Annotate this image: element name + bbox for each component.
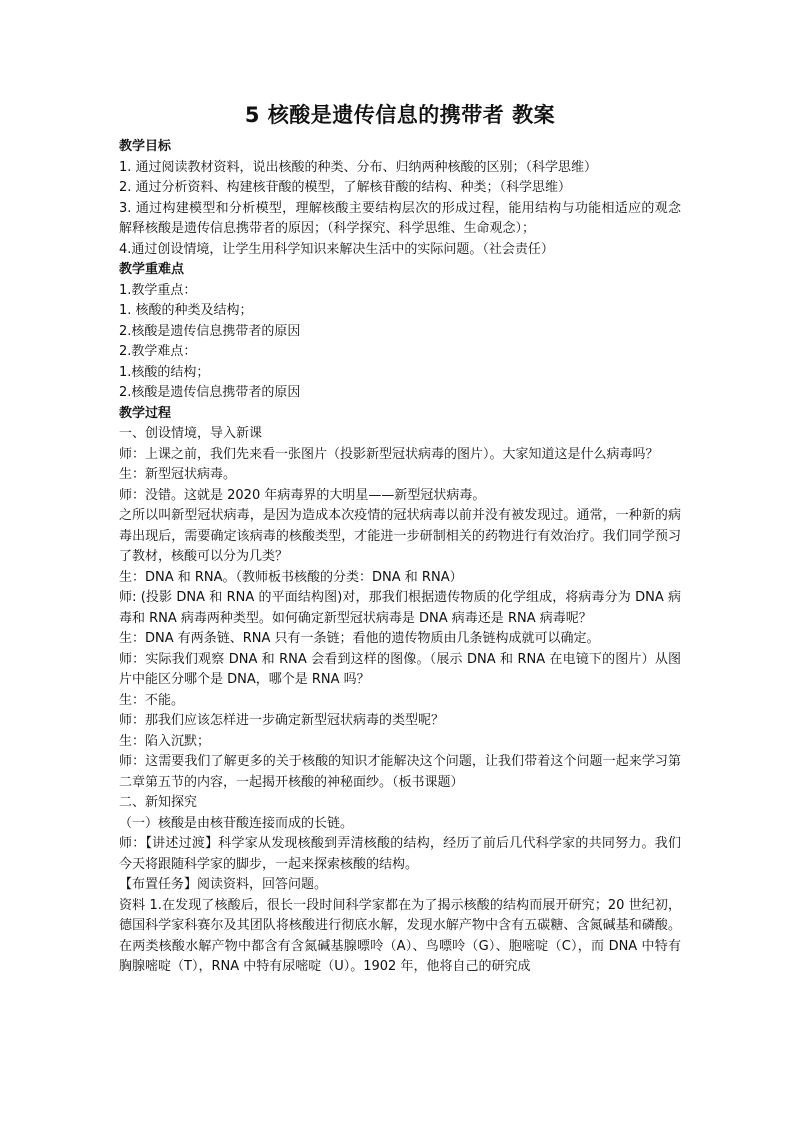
dialogue-line: 师：上课之前，我们先来看一张图片（投影新型冠状病毒的图片）。大家知道这是什么病毒吗？ bbox=[119, 446, 659, 462]
dialogue-line: 师: (投影 DNA 和 RNA 的平面结构图)对，那我们根据遗传物质的化学组成，将病毒分为 DNA 病毒和 RNA 病毒两种类型。如何确定新型冠状病毒是 DNA 病毒还是 RNA 病毒呢？ bbox=[119, 590, 681, 626]
process-subheading: 一、创设情境，导入新课 bbox=[119, 426, 263, 441]
dialogue-line: 师：实际我们观察 DNA 和 RNA 会看到这样的图像。（展示 DNA 和 RNA 在电镜下的图片）从图片中能区分哪个是 DNA，哪个是 RNA 吗？ bbox=[119, 651, 681, 687]
dialogue-line: 师：没错。这就是 2020 年病毒界的大明星——新型冠状病毒。 bbox=[119, 487, 486, 503]
keypoint-item: 2.教学难点： bbox=[119, 344, 197, 359]
keypoint-item: 2.核酸是遗传信息携带者的原因 bbox=[119, 323, 301, 339]
dialogue-line: 生：新型冠状病毒。 bbox=[119, 467, 237, 482]
keypoint-item: 2.核酸是遗传信息携带者的原因 bbox=[119, 385, 301, 400]
document-title: 5 核酸是遗传信息的携带者 教案 bbox=[244, 103, 556, 127]
dialogue-line: 生：陷入沉默； bbox=[119, 733, 211, 749]
objective-item: 1. 通过阅读教材资料，说出核酸的种类、分布、归纳两种核酸的区别；（科学思维） bbox=[119, 159, 598, 175]
material-paragraph: 资料 1.在发现了核酸后，很长一段时间科学家都在为了揭示核酸的结构而展开研究；20 世纪初，德国科学家科赛尔及其团队将核酸进行彻底水解，发现水解产物中含有五碳糖、含氮碱基和磷酸。在两类核酸水解产物中都含有含氮碱基腺嘌呤（A）、鸟嘌呤（G）、胞嘧啶（C），而 DNA 中特有胸腺嘧啶（T），RNA 中特有尿嘧啶（U）。1902 年，他将自己的研究成 bbox=[119, 897, 681, 974]
objective-item: 4.通过创设情境，让学生用科学知识来解决生活中的实际问题。（社会责任） bbox=[119, 241, 554, 257]
objective-item: 2. 通过分析资料、构建核苷酸的模型，了解核苷酸的结构、种类；（科学思维） bbox=[119, 180, 572, 195]
keypoint-item: 1.教学重点： bbox=[119, 282, 197, 298]
section-heading-keypoints: 教学重难点 bbox=[119, 262, 185, 277]
objective-item: 3. 通过构建模型和分析模型，理解核酸主要结构层次的形成过程，能用结构与功能相适应的观念解释核酸是遗传信息携带者的原因；（科学探究、科学思维、生命观念）； bbox=[119, 200, 681, 236]
dialogue-line: 师：这需要我们了解更多的关于核酸的知识才能解决这个问题，让我们带着这个问题一起来学习第二章第五节的内容，一起揭开核酸的神秘面纱。（板书课题） bbox=[119, 754, 681, 790]
task-line: 【布置任务】阅读资料，回答问题。 bbox=[119, 877, 328, 892]
keypoint-item: 1.核酸的结构； bbox=[119, 364, 210, 380]
document-page bbox=[119, 100, 681, 978]
process-subheading: （一）核酸是由核苷酸连接而成的长链。 bbox=[119, 815, 354, 831]
section-heading-objectives: 教学目标 bbox=[119, 139, 172, 154]
dialogue-line: 师：那我们应该怎样进一步确定新型冠状病毒的类型呢？ bbox=[119, 713, 445, 728]
body-paragraph: 之所以叫新型冠状病毒，是因为造成本次疫情的冠状病毒以前并没有被发现过。通常，一种新的病毒出现后，需要确定该病毒的核酸类型，才能进一步研制相关的药物进行有效治疗。我们同学预习了教材，核酸可以分为几类？ bbox=[119, 508, 681, 564]
dialogue-line: 生：DNA 和 RNA。（教师板书核酸的分类：DNA 和 RNA） bbox=[119, 569, 463, 585]
dialogue-line: 生：不能。 bbox=[119, 692, 185, 708]
keypoint-item: 1. 核酸的种类及结构； bbox=[119, 303, 253, 318]
dialogue-line: 师：【讲述过渡】科学家从发现核酸到弄清核酸的结构，经历了前后几代科学家的共同努力。我们今天将跟随科学家的脚步，一起来探索核酸的结构。 bbox=[119, 836, 681, 872]
dialogue-line: 生：DNA 有两条链、RNA 只有一条链；看他的遗传物质由几条链构成就可以确定。 bbox=[119, 631, 600, 646]
process-subheading: 二、新知探究 bbox=[119, 795, 198, 810]
section-heading-process: 教学过程 bbox=[119, 405, 172, 421]
